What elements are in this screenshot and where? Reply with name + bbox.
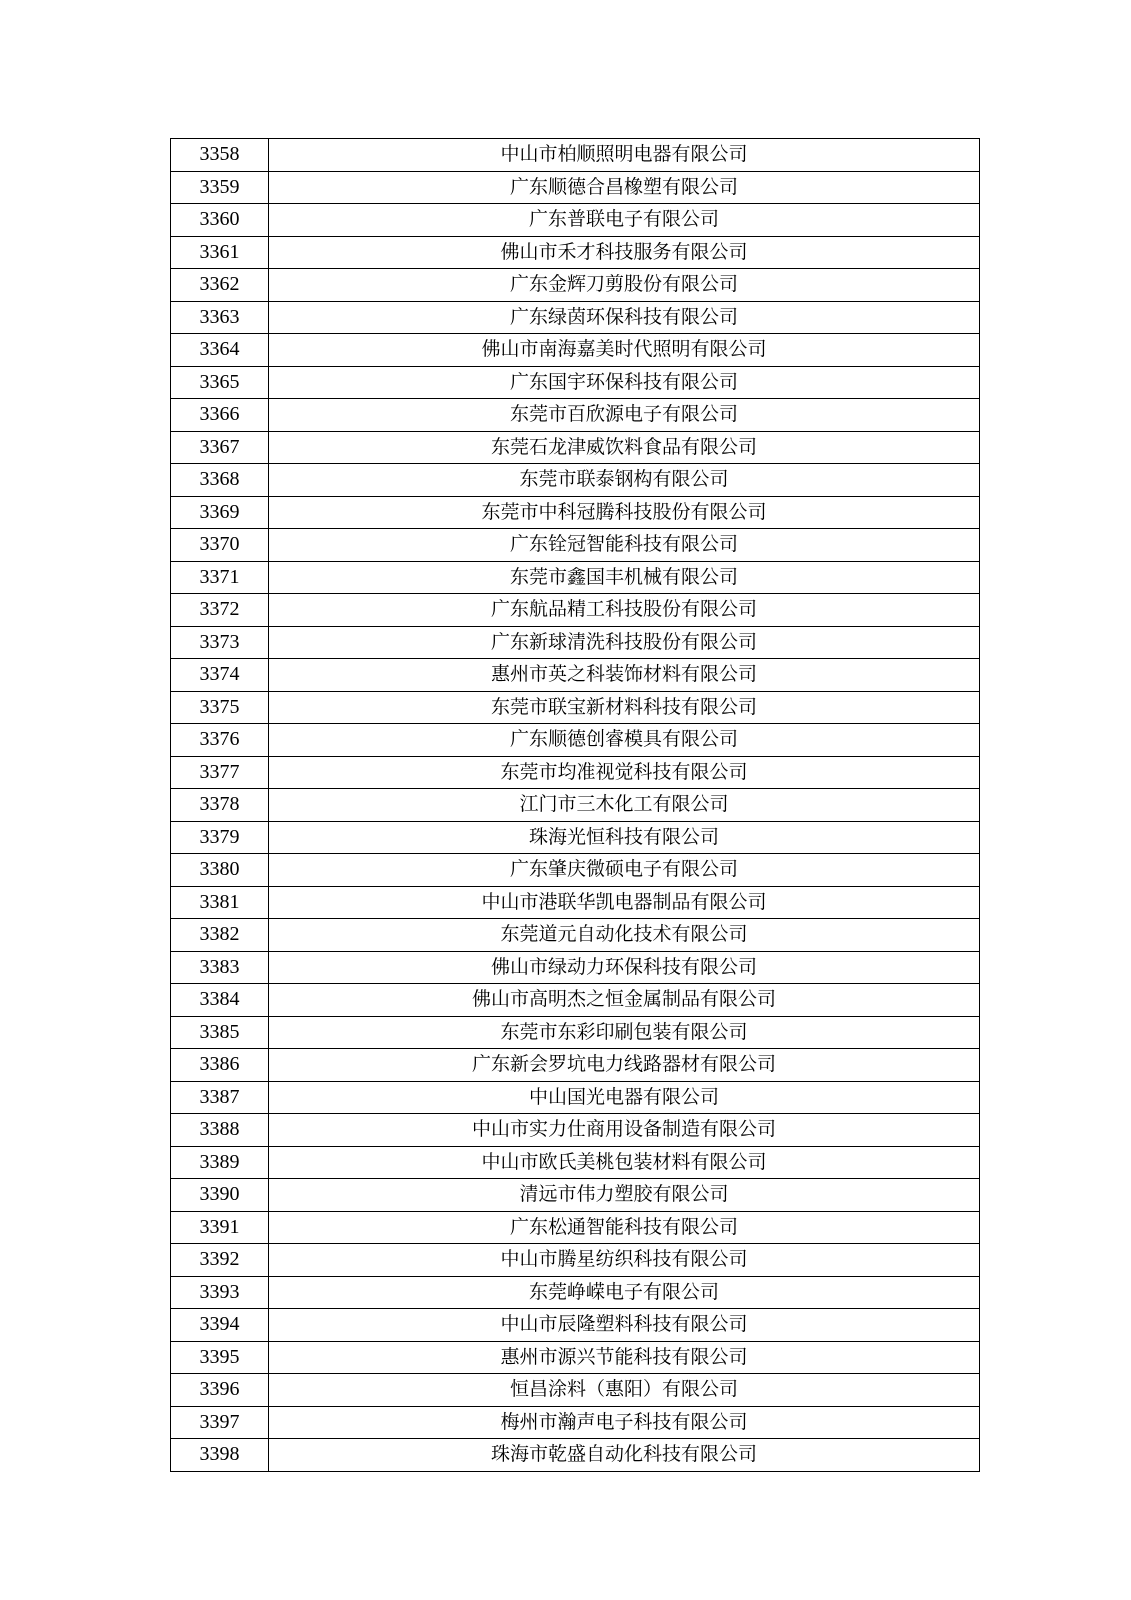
row-number-cell: 3380 [171, 854, 269, 887]
table-row [171, 1211, 980, 1244]
row-number-cell: 3397 [171, 1406, 269, 1439]
row-number-cell: 3371 [171, 561, 269, 594]
company-name-cell: 东莞市百欣源电子有限公司 [269, 399, 980, 432]
table-row [171, 431, 980, 464]
row-number-cell: 3361 [171, 236, 269, 269]
company-name-cell: 东莞石龙津威饮料食品有限公司 [269, 431, 980, 464]
table-row [171, 691, 980, 724]
row-number-cell: 3366 [171, 399, 269, 432]
company-name-cell: 广东航品精工科技股份有限公司 [269, 594, 980, 627]
table-row [171, 919, 980, 952]
table-row [171, 951, 980, 984]
company-name-cell: 中山市实力仕商用设备制造有限公司 [269, 1114, 980, 1147]
row-number-cell: 3393 [171, 1276, 269, 1309]
row-number-cell: 3388 [171, 1114, 269, 1147]
row-number-cell: 3364 [171, 334, 269, 367]
company-name-cell: 珠海光恒科技有限公司 [269, 821, 980, 854]
row-number-cell: 3382 [171, 919, 269, 952]
table-row [171, 334, 980, 367]
row-number-cell: 3384 [171, 984, 269, 1017]
company-name-cell: 广东国宇环保科技有限公司 [269, 366, 980, 399]
table-row [171, 236, 980, 269]
table-row [171, 1016, 980, 1049]
row-number-cell: 3360 [171, 204, 269, 237]
company-name-cell: 佛山市禾才科技服务有限公司 [269, 236, 980, 269]
company-name-cell: 中山国光电器有限公司 [269, 1081, 980, 1114]
row-number-cell: 3389 [171, 1146, 269, 1179]
table-row [171, 1439, 980, 1472]
table-row [171, 529, 980, 562]
company-name-cell: 清远市伟力塑胶有限公司 [269, 1179, 980, 1212]
row-number-cell: 3363 [171, 301, 269, 334]
table-row [171, 366, 980, 399]
company-name-cell: 广东肇庆微硕电子有限公司 [269, 854, 980, 887]
row-number-cell: 3369 [171, 496, 269, 529]
table-row [171, 561, 980, 594]
company-name-cell: 广东新球清洗科技股份有限公司 [269, 626, 980, 659]
table-row [171, 496, 980, 529]
row-number-cell: 3395 [171, 1341, 269, 1374]
company-name-cell: 佛山市南海嘉美时代照明有限公司 [269, 334, 980, 367]
row-number-cell: 3398 [171, 1439, 269, 1472]
table-row [171, 464, 980, 497]
table-row [171, 594, 980, 627]
company-name-cell: 广东顺德创睿模具有限公司 [269, 724, 980, 757]
company-name-cell: 东莞道元自动化技术有限公司 [269, 919, 980, 952]
company-name-cell: 广东绿茵环保科技有限公司 [269, 301, 980, 334]
company-name-cell: 广东铨冠智能科技有限公司 [269, 529, 980, 562]
row-number-cell: 3367 [171, 431, 269, 464]
company-name-cell: 惠州市源兴节能科技有限公司 [269, 1341, 980, 1374]
company-name-cell: 佛山市绿动力环保科技有限公司 [269, 951, 980, 984]
row-number-cell: 3377 [171, 756, 269, 789]
row-number-cell: 3375 [171, 691, 269, 724]
row-number-cell: 3390 [171, 1179, 269, 1212]
table-row [171, 1081, 980, 1114]
row-number-cell: 3358 [171, 139, 269, 172]
row-number-cell: 3383 [171, 951, 269, 984]
company-name-cell: 广东松通智能科技有限公司 [269, 1211, 980, 1244]
company-name-cell: 广东普联电子有限公司 [269, 204, 980, 237]
row-number-cell: 3386 [171, 1049, 269, 1082]
table-row [171, 1049, 980, 1082]
company-name-cell: 东莞市联宝新材料科技有限公司 [269, 691, 980, 724]
company-name-cell: 东莞市中科冠腾科技股份有限公司 [269, 496, 980, 529]
row-number-cell: 3365 [171, 366, 269, 399]
table-row [171, 1374, 980, 1407]
company-name-cell: 梅州市瀚声电子科技有限公司 [269, 1406, 980, 1439]
table-row [171, 1276, 980, 1309]
row-number-cell: 3378 [171, 789, 269, 822]
table-row [171, 1406, 980, 1439]
company-name-cell: 东莞市均准视觉科技有限公司 [269, 756, 980, 789]
table-row [171, 1244, 980, 1277]
company-name-cell: 广东新会罗坑电力线路器材有限公司 [269, 1049, 980, 1082]
table-row [171, 886, 980, 919]
company-list-table [170, 138, 980, 1472]
table-row [171, 269, 980, 302]
row-number-cell: 3385 [171, 1016, 269, 1049]
row-number-cell: 3359 [171, 171, 269, 204]
table-row [171, 1341, 980, 1374]
row-number-cell: 3391 [171, 1211, 269, 1244]
company-name-cell: 江门市三木化工有限公司 [269, 789, 980, 822]
company-name-cell: 广东金辉刀剪股份有限公司 [269, 269, 980, 302]
table-row [171, 1146, 980, 1179]
row-number-cell: 3376 [171, 724, 269, 757]
company-name-cell: 中山市腾星纺织科技有限公司 [269, 1244, 980, 1277]
table-row [171, 139, 980, 172]
table-row [171, 724, 980, 757]
table-row [171, 756, 980, 789]
company-name-cell: 恒昌涂料（惠阳）有限公司 [269, 1374, 980, 1407]
row-number-cell: 3372 [171, 594, 269, 627]
company-name-cell: 惠州市英之科装饰材料有限公司 [269, 659, 980, 692]
row-number-cell: 3396 [171, 1374, 269, 1407]
table-row [171, 854, 980, 887]
company-name-cell: 中山市辰隆塑料科技有限公司 [269, 1309, 980, 1342]
table-row [171, 1309, 980, 1342]
company-name-cell: 东莞市联泰钢构有限公司 [269, 464, 980, 497]
company-name-cell: 中山市欧氏美桃包装材料有限公司 [269, 1146, 980, 1179]
company-name-cell: 佛山市高明杰之恒金属制品有限公司 [269, 984, 980, 1017]
company-name-cell: 广东顺德合昌橡塑有限公司 [269, 171, 980, 204]
table-row [171, 821, 980, 854]
company-name-cell: 中山市柏顺照明电器有限公司 [269, 139, 980, 172]
company-name-cell: 东莞市鑫国丰机械有限公司 [269, 561, 980, 594]
company-list-body [171, 139, 980, 1472]
row-number-cell: 3381 [171, 886, 269, 919]
table-row [171, 399, 980, 432]
row-number-cell: 3374 [171, 659, 269, 692]
company-name-cell: 珠海市乾盛自动化科技有限公司 [269, 1439, 980, 1472]
table-row [171, 984, 980, 1017]
row-number-cell: 3387 [171, 1081, 269, 1114]
table-row [171, 789, 980, 822]
row-number-cell: 3392 [171, 1244, 269, 1277]
table-row [171, 1114, 980, 1147]
row-number-cell: 3370 [171, 529, 269, 562]
table-row [171, 171, 980, 204]
row-number-cell: 3368 [171, 464, 269, 497]
table-row [171, 659, 980, 692]
row-number-cell: 3379 [171, 821, 269, 854]
company-name-cell: 中山市港联华凯电器制品有限公司 [269, 886, 980, 919]
row-number-cell: 3373 [171, 626, 269, 659]
table-row [171, 626, 980, 659]
table-row [171, 1179, 980, 1212]
table-row [171, 301, 980, 334]
row-number-cell: 3394 [171, 1309, 269, 1342]
table-row [171, 204, 980, 237]
company-name-cell: 东莞市东彩印刷包装有限公司 [269, 1016, 980, 1049]
row-number-cell: 3362 [171, 269, 269, 302]
company-name-cell: 东莞峥嵘电子有限公司 [269, 1276, 980, 1309]
